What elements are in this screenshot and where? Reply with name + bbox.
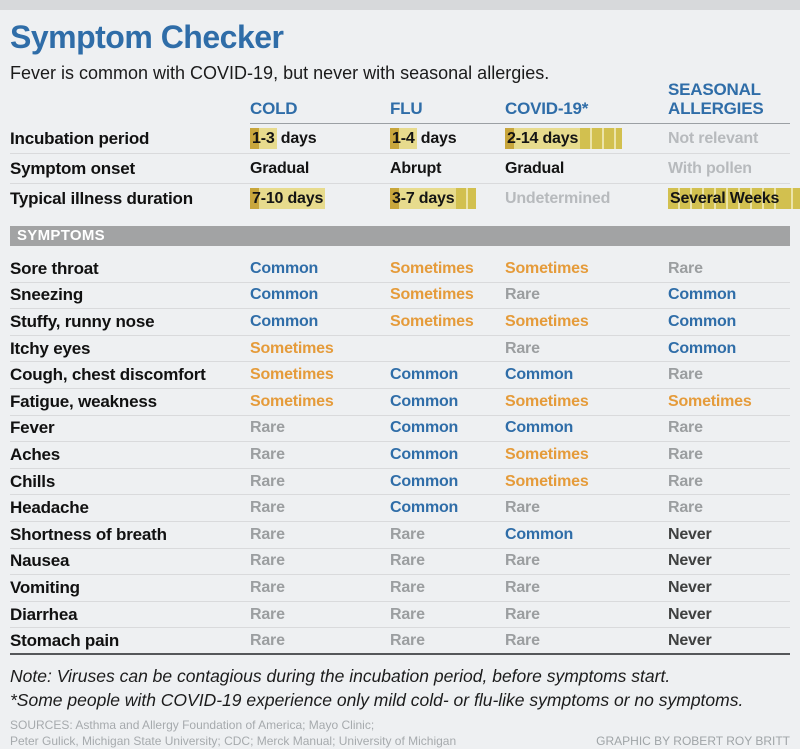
symptom-row [10, 628, 790, 655]
symptom-frequency-value: Rare [668, 445, 703, 463]
overview-row-label: Typical illness duration [10, 188, 193, 208]
symptom-frequency-value: Rare [668, 419, 703, 437]
symptom-frequency-value: Rare [390, 605, 425, 623]
symptom-frequency-value: Rare [505, 631, 540, 649]
highlight-yellow: 1-4 [392, 130, 415, 147]
symptom-frequency-value: Common [390, 419, 459, 437]
symptom-row [10, 362, 790, 389]
symptom-label: Stuffy, runny nose [10, 311, 155, 331]
symptom-label: Cough, chest discomfort [10, 365, 206, 385]
symptom-row [10, 283, 790, 310]
symptom-frequency-value: Rare [505, 552, 540, 570]
overview-value-text: Gradual [250, 159, 310, 177]
highlight-stripes [580, 128, 622, 149]
symptom-frequency-value: Rare [668, 499, 703, 517]
highlight-yellow: 3-7 days [392, 190, 455, 207]
symptom-frequency-value: Common [668, 286, 737, 304]
overview-value-cell [390, 188, 505, 209]
overview-value-cell [505, 128, 668, 149]
symptom-frequency-value: Sometimes [668, 392, 752, 410]
symptom-frequency-value: Rare [668, 259, 703, 277]
symptom-label: Aches [10, 444, 61, 464]
symptom-row [10, 416, 790, 443]
symptoms-table [10, 256, 790, 655]
column-header-cold: COLD [250, 99, 390, 124]
highlight-yellow: 7-10 days [252, 190, 324, 207]
symptom-frequency-value: Common [250, 259, 319, 277]
highlight-yellow: 2-14 days [507, 130, 579, 147]
symptom-frequency-value: Common [668, 312, 737, 330]
symptom-label: Sneezing [10, 285, 84, 305]
symptom-row [10, 336, 790, 363]
symptom-row [10, 549, 790, 576]
symptom-row [10, 256, 790, 283]
symptom-frequency-value: Sometimes [505, 312, 589, 330]
overview-value-text: Undetermined [505, 189, 611, 207]
symptom-frequency-value: Rare [250, 445, 285, 463]
overview-value-text: Not relevant [668, 129, 759, 147]
symptom-row [10, 575, 790, 602]
symptom-frequency-value: Rare [390, 552, 425, 570]
page-title: Symptom Checker [10, 19, 284, 55]
overview-value-text: Abrupt [390, 159, 442, 177]
symptom-frequency-value: Common [250, 286, 319, 304]
symptom-label: Shortness of breath [10, 524, 167, 544]
symptom-frequency-value: Common [668, 339, 737, 357]
symptom-frequency-value: Sometimes [390, 259, 474, 277]
symptom-row [10, 309, 790, 336]
symptom-row [10, 469, 790, 496]
highlight-stripes [781, 188, 800, 209]
overview-value-cell [390, 160, 505, 178]
overview-value-cell [668, 188, 790, 209]
symptom-frequency-value: Rare [505, 578, 540, 596]
sources [10, 717, 456, 749]
sources-line-1: SOURCES: Asthma and Allergy Foundation of America; Mayo Clinic; [10, 717, 375, 732]
symptom-frequency-value: Sometimes [250, 339, 334, 357]
overview-value-cell [668, 130, 790, 148]
symptom-label: Nausea [10, 551, 70, 571]
highlight-stripes [456, 188, 476, 209]
symptom-label: Sore throat [10, 258, 99, 278]
symptom-frequency-value: Never [668, 578, 712, 596]
overview-value-cell [390, 128, 505, 149]
symptom-frequency-value: Rare [250, 605, 285, 623]
overview-row [10, 153, 790, 183]
symptom-frequency-value: Sometimes [505, 259, 589, 277]
symptom-frequency-value: Common [390, 392, 459, 410]
overview-value-cell [250, 188, 390, 209]
symptom-frequency-value: Common [505, 525, 574, 543]
overview-value-cell [250, 160, 390, 178]
symptom-frequency-value: Rare [505, 339, 540, 357]
symptom-frequency-value: Rare [390, 578, 425, 596]
symptom-label: Fatigue, weakness [10, 391, 157, 411]
infographic [0, 18, 800, 749]
symptom-frequency-value: Common [505, 366, 574, 384]
highlight-stripes: Several Weeks [670, 190, 780, 207]
symptom-frequency-value: Rare [390, 525, 425, 543]
symptom-frequency-value: Sometimes [505, 472, 589, 490]
symptom-frequency-value: Rare [390, 631, 425, 649]
overview-row-label: Incubation period [10, 128, 150, 148]
overview-table [10, 124, 790, 213]
symptom-row [10, 522, 790, 549]
symptom-frequency-value: Rare [505, 286, 540, 304]
symptom-label: Stomach pain [10, 630, 120, 650]
symptom-frequency-value: Rare [250, 419, 285, 437]
overview-value-text: With pollen [668, 159, 752, 177]
symptom-frequency-value: Common [250, 312, 319, 330]
symptom-frequency-value: Rare [250, 472, 285, 490]
symptom-row [10, 389, 790, 416]
column-header-seasonal-allergies: SEASONAL ALLERGIES [668, 80, 790, 124]
symptom-frequency-value: Rare [250, 631, 285, 649]
overview-value-cell [505, 190, 668, 208]
column-header-covid19: COVID-19* [505, 99, 668, 124]
symptom-frequency-value: Sometimes [505, 392, 589, 410]
symptom-frequency-value: Sometimes [390, 286, 474, 304]
symptom-frequency-value: Rare [505, 499, 540, 517]
note-covid-footnote: *Some people with COVID-19 experience only mild cold- or flu-like symptoms or no symptoms. [10, 689, 744, 710]
symptom-frequency-value: Rare [668, 472, 703, 490]
symptom-frequency-value: Sometimes [250, 392, 334, 410]
symptom-frequency-value: Sometimes [390, 312, 474, 330]
symptom-label: Headache [10, 498, 89, 518]
overview-value-text: days [416, 129, 457, 147]
symptom-frequency-value: Sometimes [505, 445, 589, 463]
symptom-frequency-value: Never [668, 525, 712, 543]
symptom-frequency-value: Never [668, 605, 712, 623]
symptom-frequency-value: Sometimes [250, 366, 334, 384]
overview-value-cell [505, 160, 668, 178]
overview-row [10, 124, 790, 153]
symptom-label: Fever [10, 418, 55, 438]
symptoms-section-header: SYMPTOMS [10, 226, 790, 246]
symptom-label: Itchy eyes [10, 338, 91, 358]
symptom-frequency-value: Rare [250, 552, 285, 570]
overview-value-cell [250, 128, 390, 149]
overview-row [10, 183, 790, 213]
note-incubation: Note: Viruses can be contagious during the incubation period, before symptoms start. [10, 665, 671, 686]
symptom-row [10, 495, 790, 522]
highlight-yellow: 1-3 [252, 130, 275, 147]
symptom-frequency-value: Never [668, 552, 712, 570]
sources-line-2: Peter Gulick, Michigan State University; CDC; Merck Manual; University of Michigan [10, 733, 457, 748]
symptom-frequency-value: Rare [250, 499, 285, 517]
symptom-frequency-value: Rare [250, 525, 285, 543]
footer [10, 717, 790, 749]
symptom-row [10, 442, 790, 469]
graphic-credit: GRAPHIC BY ROBERT ROY BRITT [596, 733, 790, 748]
top-strip [0, 0, 800, 10]
symptom-frequency-value: Rare [505, 605, 540, 623]
symptom-frequency-value: Common [390, 366, 459, 384]
overview-value-text: Gradual [505, 159, 565, 177]
symptom-label: Diarrhea [10, 604, 78, 624]
overview-row-label: Symptom onset [10, 158, 135, 178]
notes [10, 664, 790, 712]
column-header-row [10, 80, 790, 124]
overview-value-cell [668, 160, 790, 178]
subtitle: Fever is common with COVID-19, but never with seasonal allergies. [10, 63, 550, 83]
symptom-frequency-value: Common [390, 445, 459, 463]
overview-value-text: days [276, 129, 317, 147]
symptom-frequency-value: Rare [250, 578, 285, 596]
symptom-frequency-value: Common [390, 472, 459, 490]
symptom-frequency-value: Never [668, 631, 712, 649]
column-header-flu: FLU [390, 99, 505, 124]
symptom-frequency-value: Common [390, 499, 459, 517]
symptom-label: Vomiting [10, 577, 80, 597]
symptom-label: Chills [10, 471, 56, 491]
symptom-frequency-value: Rare [668, 366, 703, 384]
symptom-row [10, 602, 790, 629]
symptom-frequency-value: Common [505, 419, 574, 437]
